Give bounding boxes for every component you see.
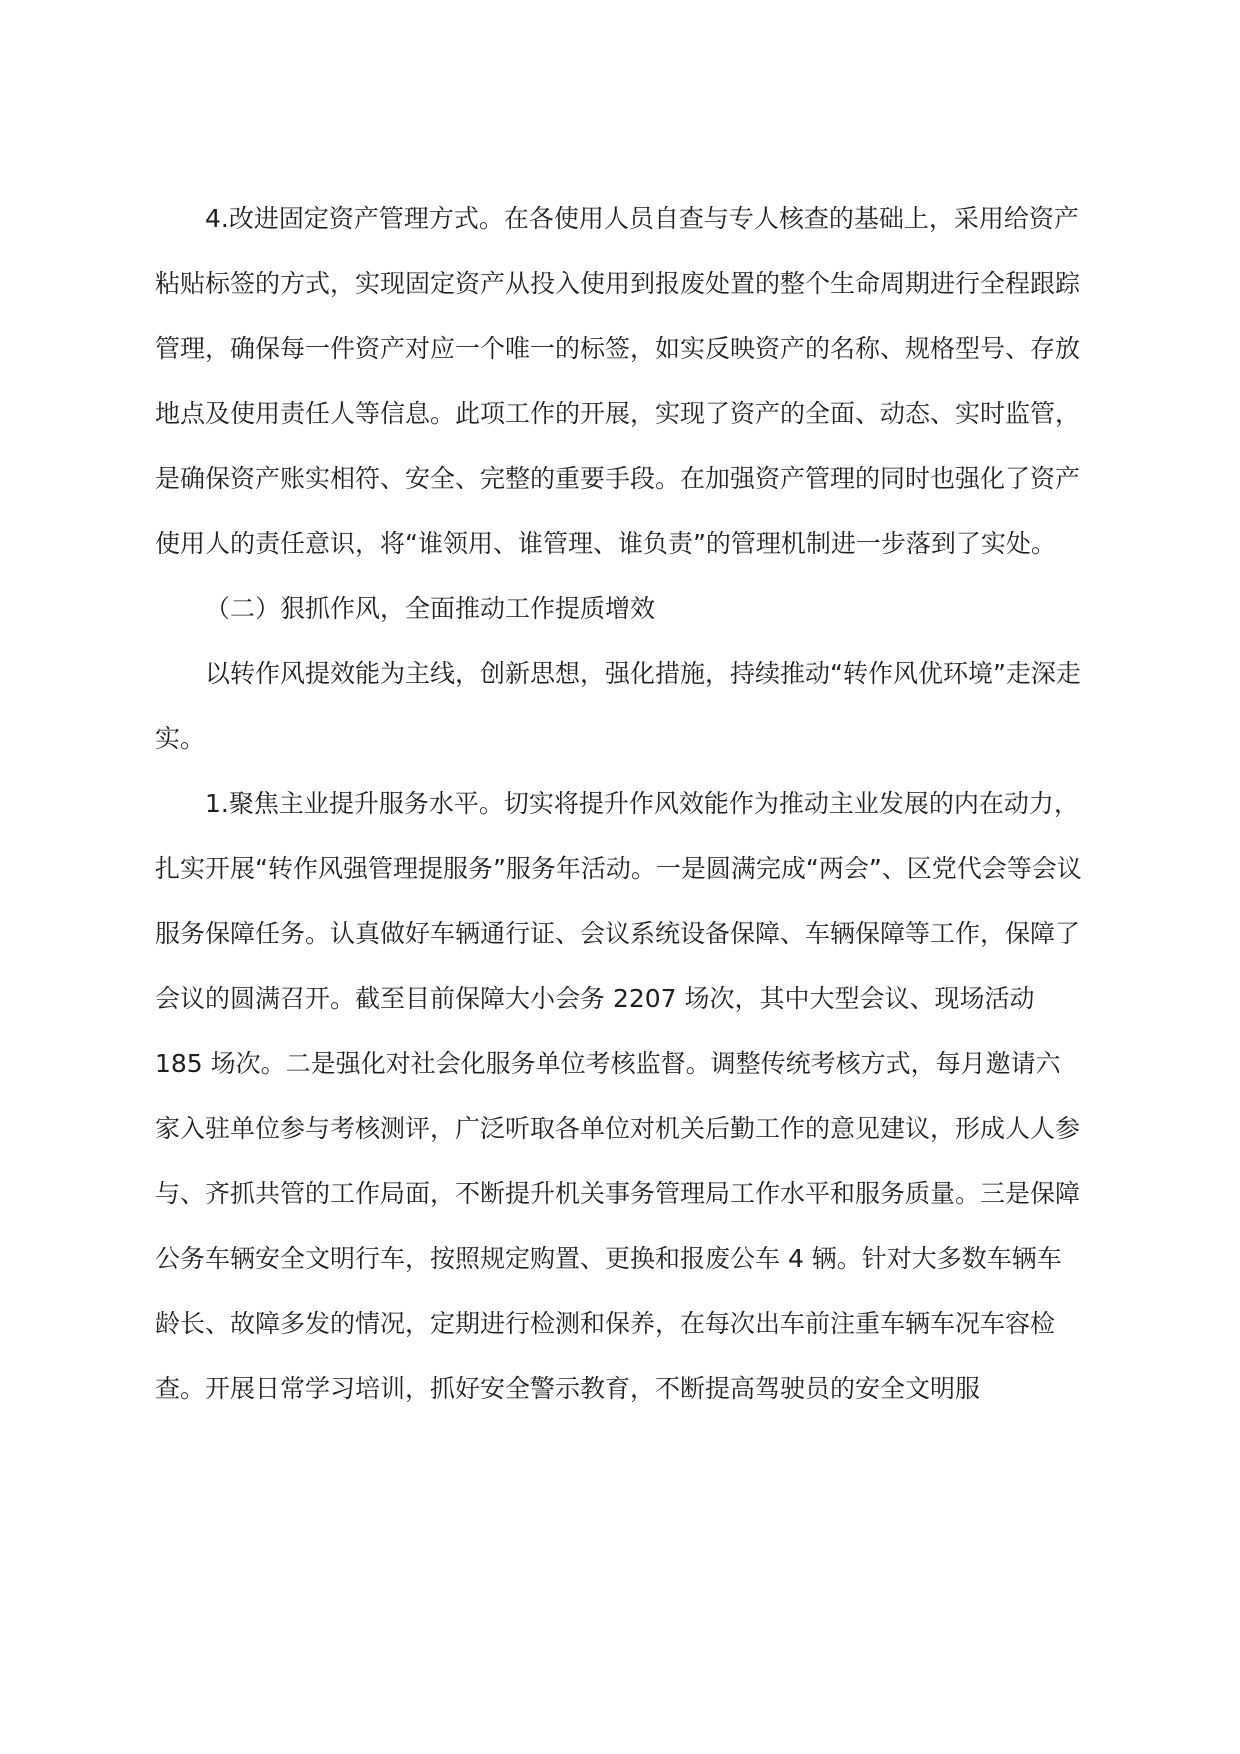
paragraph-fixed-asset-management: 4.改进固定资产管理方式。在各使用人员自查与专人核查的基础上，采用给资产粘贴标签的方式，实现固定资产从投入使用到报废处置的整个生命周期进行全程跟踪管理，确保每一件资产对应一个唯一的标签，如实反映资产的名称、规格型号、存放地点及使用责任人等信息。此项工作的开展，实现了资产的全面、动态、实时监管，是确保资产账实相符、安全、完整的重要手段。在加强资产管理的同时也强化了资产使用人的责任意识，将“谁领用、谁管理、谁负责”的管理机制进一步落到了实处。: [155, 204, 1081, 558]
paragraph-service-level: 1.聚焦主业提升服务水平。切实将提升作风效能作为推动主业发展的内在动力，扎实开展“转作风强管理提服务”服务年活动。一是圆满完成“两会”、区党代会等会议服务保障任务。认真做好车辆通行证、会议系统设备保障、车辆保障等工作，保障了会议的圆满召开。截至目前保障大小会务 2207 场次，其中大型会议、现场活动 185 场次。二是强化对社会化服务单位考核监督。调整传统考核方式，每月邀请六家入驻单位参与考核测评，广泛听取各单位对机关后勤工作的意见建议，形成人人参与、齐抓共管的工作局面，不断提升机关事务管理局工作水平和服务质量。三是保障公务车辆安全文明行车，按照规定购置、更换和报废公车 4 辆。针对大多数车辆车龄长、故障多发的情况，定期进行检测和保养，在每次出车前注重车辆车况车容检查。开展日常学习培训，抓好安全警示教育，不断提高驾驶员的安全文明服: [155, 789, 1082, 1403]
section-heading-work-style: （二）狠抓作风，全面推动工作提质增效: [205, 594, 656, 623]
paragraph-work-style-intro: 以转作风提效能为主线，创新思想，强化措施，持续推动“转作风优环境”走深走实。: [155, 659, 1081, 753]
document-body: [155, 186, 1085, 1421]
